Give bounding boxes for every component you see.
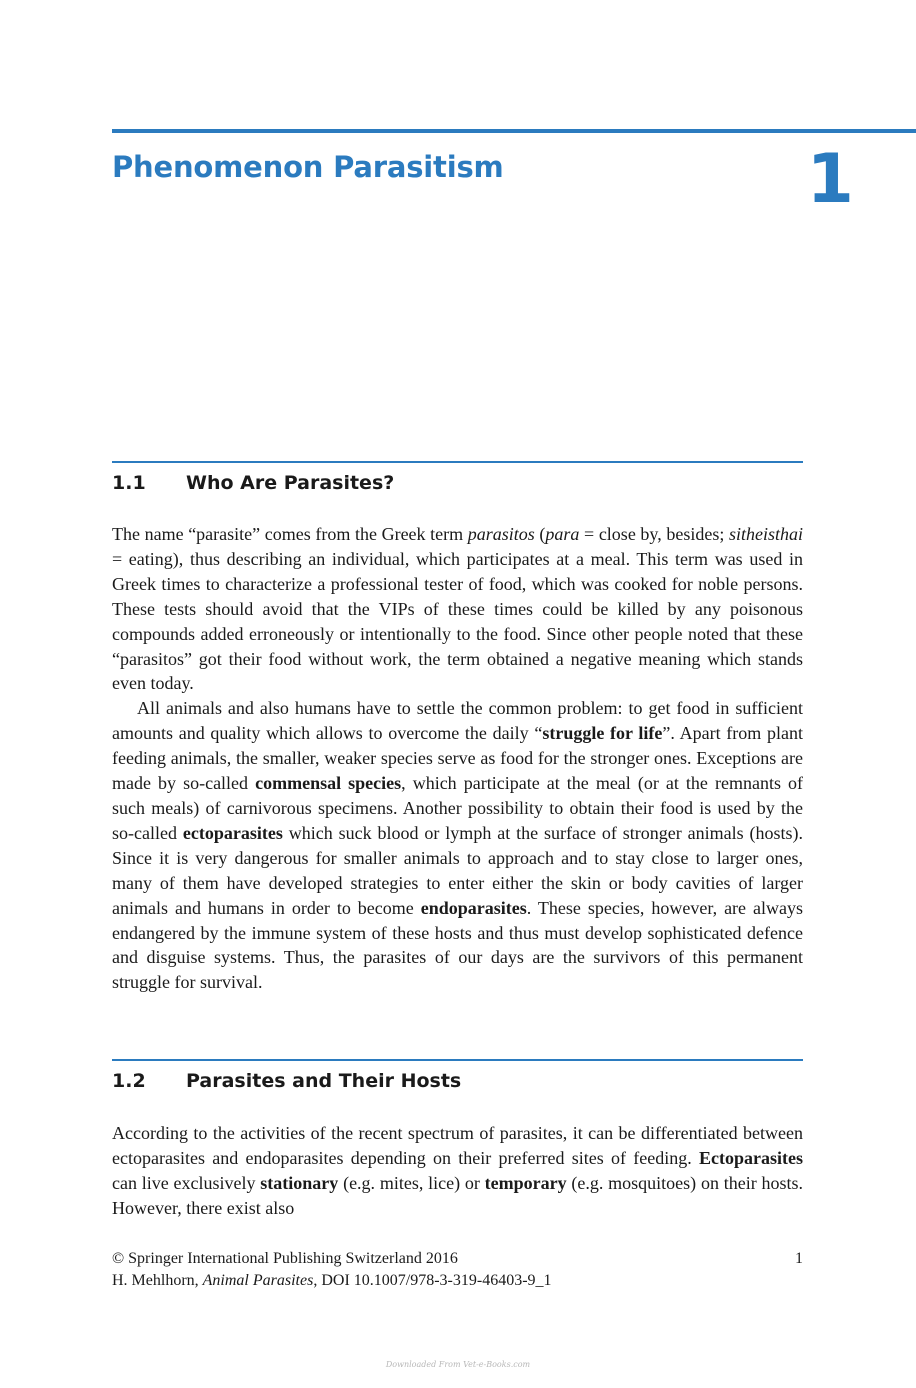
- chapter-rule: [112, 129, 916, 133]
- paragraph: [112, 1121, 803, 1221]
- copyright-notice: © Springer International Publishing Switzerland 2016: [112, 1250, 458, 1267]
- citation-doi: , DOI 10.1007/978-3-319-46403-9_1: [313, 1272, 552, 1289]
- text-run: which suck blood or lymph at the surface of stronger animals (hosts). Since it is very dangerous for smaller animals to approach and to stay close to larger ones, many of them have developed strategies to enter either the skin or body cavities of larger animals and humans in order to become: [112, 822, 804, 918]
- text-run: (: [534, 524, 546, 544]
- bold-term: Ectoparasites: [699, 1147, 803, 1168]
- page-footer: [112, 1248, 803, 1292]
- italic-term: sitheisthai: [728, 524, 803, 544]
- section-body-1-2: [112, 1121, 803, 1221]
- bold-term: commensal species: [255, 773, 402, 794]
- section-number: 1.2: [112, 1070, 146, 1092]
- chapter-title: Phenomenon Parasitism: [112, 150, 504, 184]
- text-run: According to the activities of the recent spectrum of parasites, it can be differentiated between ectoparasites and endoparasites depending on their preferred sites of feeding.: [112, 1123, 803, 1168]
- italic-term: parasitos: [467, 524, 535, 544]
- text-run: . These species, however, are always endangered by the immune system of these hosts and thus must develop sophisticated defence and disguise systems. Thus, the parasites of our days are the survivors of this permanent struggle for survival.: [112, 897, 804, 993]
- text-run: ”. Apart from plant feeding animals, the smaller, weaker species serve as food for the stronger ones. Exceptions are made by so-called: [112, 723, 803, 794]
- paragraph: [112, 696, 803, 995]
- section-title: Who Are Parasites?: [186, 472, 395, 494]
- text-run: (e.g. mites, lice) or: [338, 1172, 485, 1193]
- bold-term: temporary: [484, 1172, 567, 1193]
- page-number: 1: [795, 1250, 803, 1267]
- text-run: The name “parasite” comes from the Greek term: [112, 524, 468, 544]
- text-run: , which participate at the meal (or at the remnants of such meals) of carnivorous specimens. Another possibility to obtain their food is used by the so-called: [112, 773, 803, 843]
- text-run: can live exclusively: [112, 1172, 261, 1193]
- text-run: = eating), thus describing an individual, which participates at a meal. This term was used in Greek times to characterize a professional tester of food, which was cooked for noble persons. These tests should avoid that the VIPs of these times could be killed by any poisonous compounds added erroneously or intentionally to the food. Since other people noted that these “parasitos” got their food without work, the term obtained a negative meaning which stands even today.: [112, 548, 803, 694]
- section-heading-1-2: [112, 1070, 461, 1092]
- watermark: Downloaded From Vet-e-Books.com: [385, 1360, 531, 1369]
- chapter-number: 1: [806, 140, 854, 219]
- paragraph: [112, 522, 803, 696]
- bold-term: ectoparasites: [182, 822, 283, 843]
- bold-term: struggle for life: [542, 723, 663, 744]
- section-title: Parasites and Their Hosts: [186, 1070, 462, 1092]
- citation: [112, 1270, 803, 1292]
- section-number: 1.1: [112, 472, 146, 494]
- italic-term: para: [545, 524, 580, 544]
- citation-author: H. Mehlhorn,: [112, 1272, 203, 1289]
- section-rule-1-1: [112, 461, 803, 463]
- text-run: = close by, besides;: [579, 524, 729, 544]
- section-body-1-1: [112, 522, 803, 995]
- citation-title: Animal Parasites: [202, 1272, 314, 1289]
- bold-term: stationary: [260, 1172, 339, 1193]
- bold-term: endoparasites: [420, 897, 527, 918]
- text-run: (e.g. mosquitoes) on their hosts. However, there exist also: [112, 1172, 804, 1218]
- section-rule-1-2: [112, 1059, 803, 1061]
- section-heading-1-1: [112, 472, 394, 494]
- text-run: All animals and also humans have to settle the common problem: to get food in sufficient amounts and quality which allows to overcome the daily “: [112, 698, 803, 744]
